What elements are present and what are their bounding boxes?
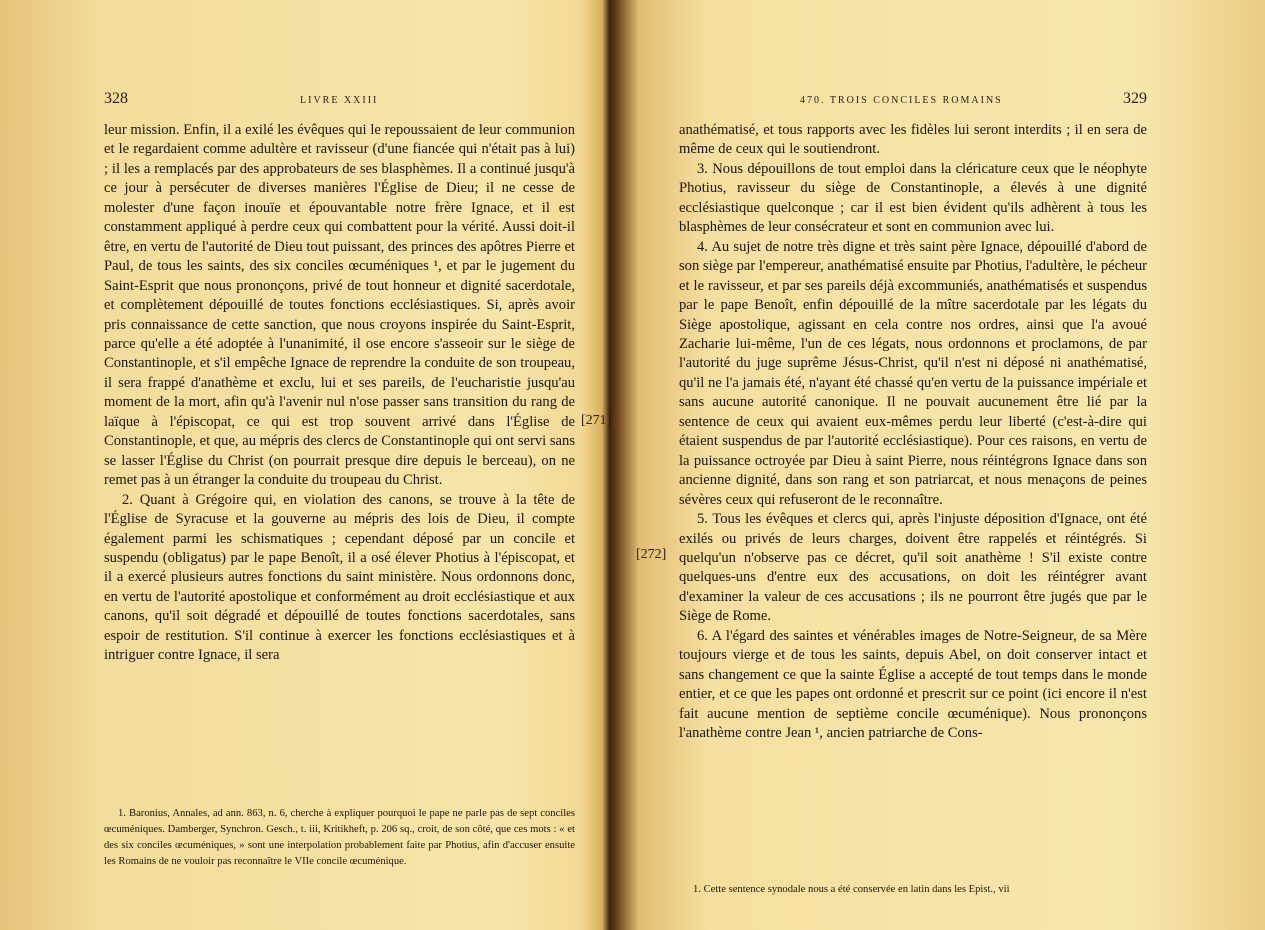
margin-note-272: [272] bbox=[636, 547, 667, 562]
paragraph: 4. Au sujet de notre très digne et très saint père Ignace, dépouillé d'abord de son siège par l'empereur, anathématisé ensuite par Photius, l'adultère, le pécheur et le ravisseur, et par ses pareils déjà excommuniés, anathématisés et suspendus par le pape Benoît, enfin dépouillé de la mître sacerdotale par les légats du Siège apostolique, agissant en cela contre nos ordres, ainsi que l'a avoué Zacharie lui-même, l'un de ces légats, nous ordonnons et proclamons, de par l'autorité du juge suprême Jésus-Christ, qu'il n'est ni déposé ni anathématisé, qu'il ne l'a jamais été, n'ayant été chassé qu'en vertu de la puissance impériale et sans aucune autorité canonique. Il ne pouvait aucunement être lié par la sentence de ceux qui avaient eux-mêmes perdu leur liberté (c'est-à-dire qui étaient suspendus de par l'autorité ecclésiastique). Pour ces raisons, en vertu de la puissance octroyée par Dieu à saint Pierre, nous réintégrons Ignace dans son ancienne dignité, dans son rang et son patriarcat, et nous menaçons de peines sévères ceux qui refuseront de le reconnaître. bbox=[679, 238, 1147, 508]
running-head-left: LIVRE XXIII bbox=[300, 95, 379, 106]
left-text-block bbox=[104, 121, 575, 666]
page-number-right: 329 bbox=[1123, 90, 1147, 107]
left-page bbox=[0, 0, 610, 930]
running-head-right: 470. TROIS CONCILES ROMAINS bbox=[800, 95, 1003, 106]
footnote-right bbox=[679, 882, 1147, 898]
right-text-block bbox=[679, 121, 1147, 744]
footnote-left bbox=[104, 806, 575, 870]
margin-note-271: [271] bbox=[581, 413, 612, 428]
paragraph: anathématisé, et tous rapports avec les fidèles lui seront interdits ; il en sera de même de ceux qui le soutiendront. bbox=[679, 122, 1147, 158]
footnote-text: 1. Cette sentence synodale nous a été conservée en latin dans les Epist., vii bbox=[693, 884, 1010, 895]
footnote-text: 1. Baronius, Annales, ad ann. 863, n. 6, cherche à expliquer pourquoi le pape ne parle pas de sept conciles œcuméniques. Damberger, Synchron. Gesch., t. iii, Kritikheft, p. 206 sq., croit, de son côté, que ces mots : « et des six conciles œcuméniques, » sont une interpolation probablement faite par Photius, afin d'accuser ensuite les Romains de ne vouloir pas reconnaître le VIIe concile œcuménique. bbox=[104, 808, 575, 867]
paragraph: 2. Quant à Grégoire qui, en violation des canons, se trouve à la tête de l'Église de Syracuse et la gouverne au mépris des lois de Dieu, il compte également parmi les schismatiques ; cependant déposé par un concile et suspendu (obligatus) par le pape Benoît, il a osé élever Photius à l'épiscopat, et il a exercé plusieurs autres fonctions du saint ministère. Nous ordonnons donc, en vertu de l'autorité apostolique et conformément au droit ecclésiastique et aux canons, qu'il soit dégradé et dépouillé de toutes fonctions sacerdotales, sans espoir de restitution. S'il continue à exercer les fonctions ecclésiastiques et à intriguer contre Ignace, il sera bbox=[104, 491, 575, 664]
paragraph: 3. Nous dépouillons de tout emploi dans la cléricature ceux que le néophyte Photius, ravisseur du siège de Constantinople, a élevés à une dignité ecclésiastique quelconque ; car il est bien évident qu'ils adhèrent à tous les blasphèmes de leur consécrateur et sont en communion avec lui. bbox=[679, 160, 1147, 236]
page-number-left: 328 bbox=[104, 90, 128, 107]
paragraph: 6. A l'égard des saintes et vénérables images de Notre-Seigneur, de sa Mère toujours vierge et de tous les saints, depuis Abel, on doit conserver intact et sans changement ce que la sainte Église a accepté de tout temps dans le monde entier, et ce que les papes ont ordonné et prescrit sur ce point (ici encore il n'est fait aucune mention de septième concile œcuménique). Nous prononçons l'anathème contre Jean ¹, ancien patriarche de Cons- bbox=[679, 627, 1147, 742]
right-page bbox=[620, 0, 1265, 930]
paragraph: leur mission. Enfin, il a exilé les évêques qui le repoussaient de leur communion et le regardaient comme adultère et ravisseur (d'une fiancée qui n'était pas à lui) ; il les a remplacés par des approbateurs de ses blasphèmes. Il a continué jusqu'à ce jour à persécuter de diverses manières l'Église de Dieu; il ne cesse de molester d'une façon inouïe et épouvantable notre frère Ignace, et il est constamment appliqué à perdre ceux qui combattent pour la vérité. Aussi doit-il être, en vertu de l'autorité de Dieu tout puissant, des princes des apôtres Pierre et Paul, de tous les saints, des six conciles œcuméniques ¹, et par le jugement du Saint-Esprit que nous prononçons, privé de tout honneur et dignité sacerdotale, et complètement dépouillé de toutes fonctions ecclésiastiques. Si, après avoir pris connaissance de cette sanction, que nous croyons inspirée du Saint-Esprit, parce qu'elle a été adoptée à l'unanimité, il ose encore s'asseoir sur le siège de Constantinople, et s'il empêche Ignace de reprendre la conduite de son troupeau, il sera frappé d'anathème et exclu, lui et ses pareils, de l'eucharistie jusqu'au moment de la mort, afin qu'à l'avenir nul n'ose passer sans transition du rang de laïque à l'épiscopat, ce qui est trop souvent arrivé dans l'Église de Constantinople, et que, au mépris des clercs de Constantinople qui ont servi sans se lasser l'Église du Christ (on pourrait presque dire depuis le berceau), on ne remet pas à un étranger la conduite du troupeau du Christ. bbox=[104, 122, 575, 489]
paragraph: 5. Tous les évêques et clercs qui, après l'injuste déposition d'Ignace, ont été exilés ou privés de leurs charges, doivent être rappelés et réintégrés. Si quelqu'un n'observe pas ce décret, qu'il soit anathème ! S'il existe contre quelques-uns d'entre eux des accusations, on doit les réintégrer avant d'examiner la valeur de ces accusations ; ils ne pourront être jugés que par le Siège de Rome. bbox=[679, 511, 1147, 625]
